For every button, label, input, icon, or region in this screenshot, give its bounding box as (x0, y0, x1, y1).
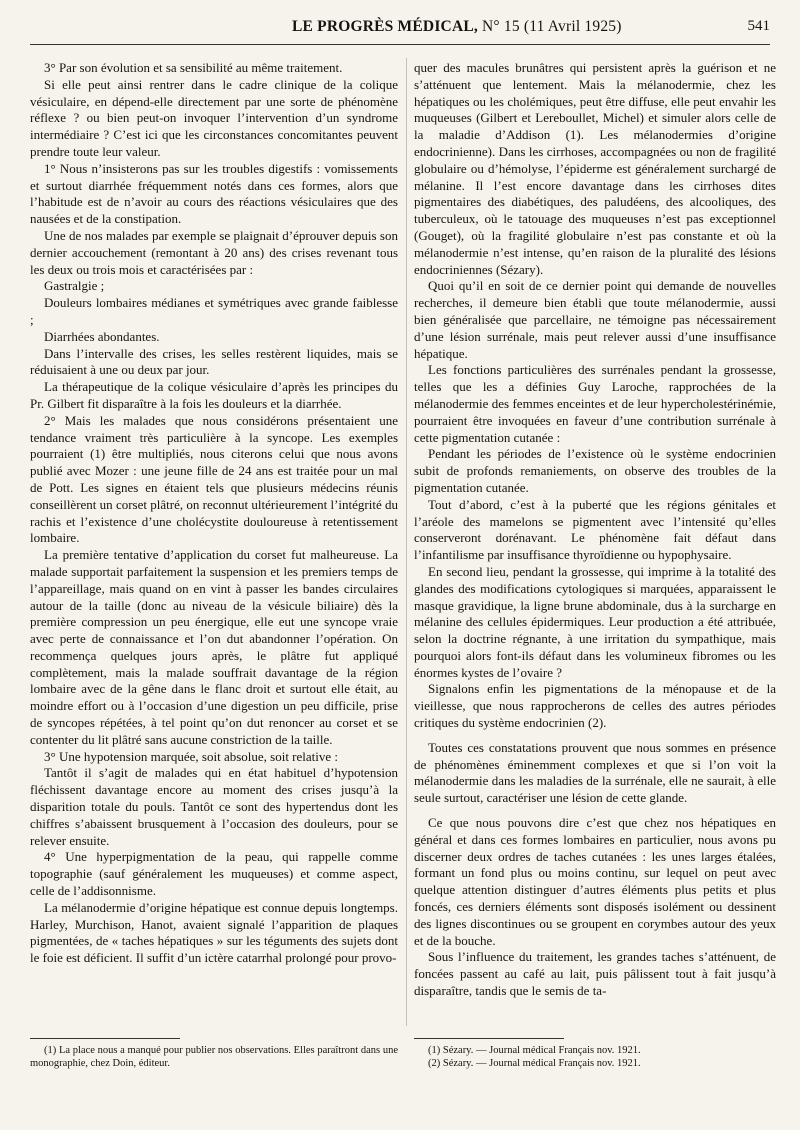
paragraph: En second lieu, pendant la grossesse, qui imprime à la totalité des glandes des modifications cytologiques si marquées, apparaissent le masque gravidique, la ligne brune abdominale, dus à la surcharge en mélanine des cellules épidermiques. Leur production a été attribuée, selon la doctrine régnante, à une irritation du sympathique, mais pourquoi alors font-ils défaut dans les volumineux fibromes ou les énormes kystes de l’ovaire ? (414, 563, 776, 680)
column-separator (406, 58, 407, 1026)
footnotes-right (414, 1044, 776, 1070)
paragraph: 1° Nous n’insisterons pas sur les troubles digestifs : vomissements et surtout diarrhée fréquemment notés dans ces formes, alors que l’habitude est de n’avoir au cours des réactions vésiculaires que des nausées et de la constipation. (30, 160, 398, 227)
paragraph: Signalons enfin les pigmentations de la ménopause et de la vieillesse, que nous rapprocherons de celles des autres périodes critiques du système endocrinien (2). (414, 681, 776, 731)
paragraph: Tantôt il s’agit de malades qui en état habituel d’hypotension fléchissent davantage encore au moment des crises jusqu’à la disparition totale du pouls. Tantôt ce sont des hypertendus dont les chiffres s’abaissent brusquement à l’occasion des douleurs, pour se relever ensuite. (30, 765, 398, 848)
paragraph: Sous l’influence du traitement, les grandes taches s’atténuent, de foncées passent au café au lait, puis pâlissent tout à fait jusqu’à disparaître, tandis que le semis de ta- (414, 949, 776, 999)
paragraph: 3° Par son évolution et sa sensibilité au même traitement. (44, 60, 343, 75)
paragraph: Une de nos malades par exemple se plaignait d’éprouver depuis son dernier accouchement (remontant à 20 ans) des crises revenant tous les deux ou trois mois et caractérisées par : (30, 227, 398, 277)
left-column (30, 60, 398, 967)
right-column (414, 60, 776, 1000)
paragraph: Ce que nous pouvons dire c’est que chez nos hépatiques en général et dans ces formes lombaires en particulier, nous avons pu discerner deux ordres de taches cutanées : les unes larges étalées, formant un fond plus ou moins continu, sur lequel on peut avec quelque attention distinguer d’autres éléments plus petits et plus foncés, ces derniers éléments sont disposés isolément ou dessinent des lignes discontinues ou se groupent en corymbes autour des yeux et de la bouche. (414, 815, 776, 948)
header-rule (30, 44, 770, 45)
paragraph: Tout d’abord, c’est à la puberté que les régions génitales et l’aréole des mamelons se pigmentent avec l’intensité qu’elles conserveront dorénavant. Le phénomène fait défaut dans l’infantilisme par insuffisance thyroïdienne ou hypophysaire. (414, 496, 776, 563)
footnotes-left (30, 1044, 398, 1070)
paragraph: 2° Mais les malades que nous considérons présentaient une tendance vraiment très particulière à la syncope. Les exemples pourraient (1) être multipliés, nous citerons celui que nous avons publié avec Mozer : une jeune fille de 24 ans est traitée pour un mal de Pott. Les signes en étaient tels que plusieurs médecins réunis conseillèrent un corset plâtré, on reconnut ultérieurement l’intégrité du rachis et l’existence d’une cholécystite douloureuse à retentissement lombaire. (30, 412, 398, 546)
paragraph: Diarrhées abondantes. (44, 328, 160, 344)
page-number: 541 (747, 18, 770, 34)
footnote: (2) Sézary. — Journal médical Français nov. 1921. (428, 1058, 641, 1069)
paragraph: Dans l’intervalle des crises, les selles restèrent liquides, mais se réduisaient à une ou deux par jour. (30, 345, 398, 378)
paragraph: Quoi qu’il en soit de ce dernier point qui demande de nouvelles recherches, il demeure bien établi que toute mélanodermie, aussi bien généralisée que parcellaire, ne témoigne pas nécessairement d’une lésion surrénale, mais peut relever aussi d’une insuffisance hépatique. (414, 278, 776, 361)
footnote-rule (30, 1038, 180, 1039)
paragraph: 4° Une hyperpigmentation de la peau, qui rappelle comme topographie (sauf généralement les muqueuses) et comme aspect, celle de l’addisonnisme. (30, 849, 398, 899)
paragraph: 3° Une hypotension marquée, soit absolue, soit relative : (44, 748, 339, 764)
footnote: (1) Sézary. — Journal médical Français nov. 1921. (428, 1045, 641, 1056)
paragraph: Toutes ces constatations prouvent que nous sommes en présence de phénomènes éminemment complexes et que si l’on voit la mélanodermie dans les maladies de la surrénale, elle ne saurait, à elle seule surtout, caractériser une lésion de cette glande. (414, 739, 776, 806)
paragraph: Douleurs lombaires médianes et symétriques avec grande faiblesse ; (30, 295, 398, 327)
paragraph: La thérapeutique de la colique vésiculaire d’après les principes du Pr. Gilbert fit disparaître à la fois les douleurs et la diarrhée. (30, 379, 398, 411)
footnote: (1) La place nous a manqué pour publier nos observations. Elles paraîtront dans une monographie, chez Doin, éditeur. (30, 1045, 398, 1069)
paragraph: La mélanodermie d’origine hépatique est connue depuis longtemps. Harley, Murchison, Hanot, avaient signalé l’apparition de plaques pigmentées, de « taches hépatiques » sur les téguments des sujets dont le foie est déficient. Il suffit d’un ictère catarrhal prolongé pour provo- (30, 899, 398, 966)
paragraph: Gastralgie ; (44, 278, 105, 294)
paragraph: Pendant les périodes de l’existence où le système endocrinien subit de profonds remaniements, on observe des troubles de la pigmentation cutanée. (414, 446, 776, 495)
paragraph: Les fonctions particulières des surrénales pendant la grossesse, telles que les a définies Guy Laroche, rapprochées de la mélanodermie des femmes enceintes et de leur hypercholestérinémie, pourraient être invoquées en faveur d’une contribution surrénale à cette pigmentation cutanée : (414, 362, 776, 445)
running-header (30, 18, 770, 40)
paragraph: quer des macules brunâtres qui persistent après la guérison et ne s’atténuent que lentement. Mais la mélanodermie, chez les hépatiques ou les cholémiques, peut être diffuse, elle peut envahir les muqueuses (Gilbert et Lereboullet, Michel) et simuler alors celle de la maladie d’Addison (1). Les mélanodermies d’origine endocrinienne). Dans les cirrhoses, accompagnées ou non de fragilité globulaire ou d’hémolyse, l’épiderme est généralement surchargé de mélanine. Il l’est encore davantage dans les cirrhoses dites pigmentaires des diabétiques, des paludéens, des alcooliques, des tuberculeux, où le tatouage des muqueuses n’est pas exceptionnel (Gouget), où la fragilité globulaire n’est pas constante et où la mélanodermie n’est intense, qu’en raison de la pluralité des lésions endocriniennes (Sézary). (414, 60, 776, 277)
paragraph: La première tentative d’application du corset fut malheureuse. La malade supportait parfaitement la suspension et les premiers temps de l’appareillage, mais quand on en vint à passer les bandes circulaires autour de la taille (donc au niveau de la vésicule biliaire) dès la première compression un peu énergique, elle eut une syncope vraie avec perte de connaissance et l’on dut abandonner l’opération. On recommença quelques jours après, le plâtre fut appliqué complètement, mais la malade souffrait davantage de la région lombaire avec de la gêne dans le flanc droit et surtout elle était, au moindre effort ou à l’occasion d’une digestion un peu difficile, prise de syncopes répétées, à tel point qu’on dut renoncer au corset et se contenter du lit plâtré sans aucune constriction de la taille. (30, 547, 398, 747)
journal-issue: LE PROGRÈS MÉDICAL, N° 15 (11 Avril 1925) (292, 18, 622, 35)
footnote-rule (414, 1038, 564, 1039)
paragraph: Si elle peut ainsi rentrer dans le cadre clinique de la colique vésiculaire, en dépend-elle directement par une sorte de phénomène réflexe ? ou bien peut-on invoquer l’intervention d’un syndrome intermédiaire ? C’est ici que les circonstances concomitantes peuvent prendre toute leur valeur. (30, 76, 398, 159)
